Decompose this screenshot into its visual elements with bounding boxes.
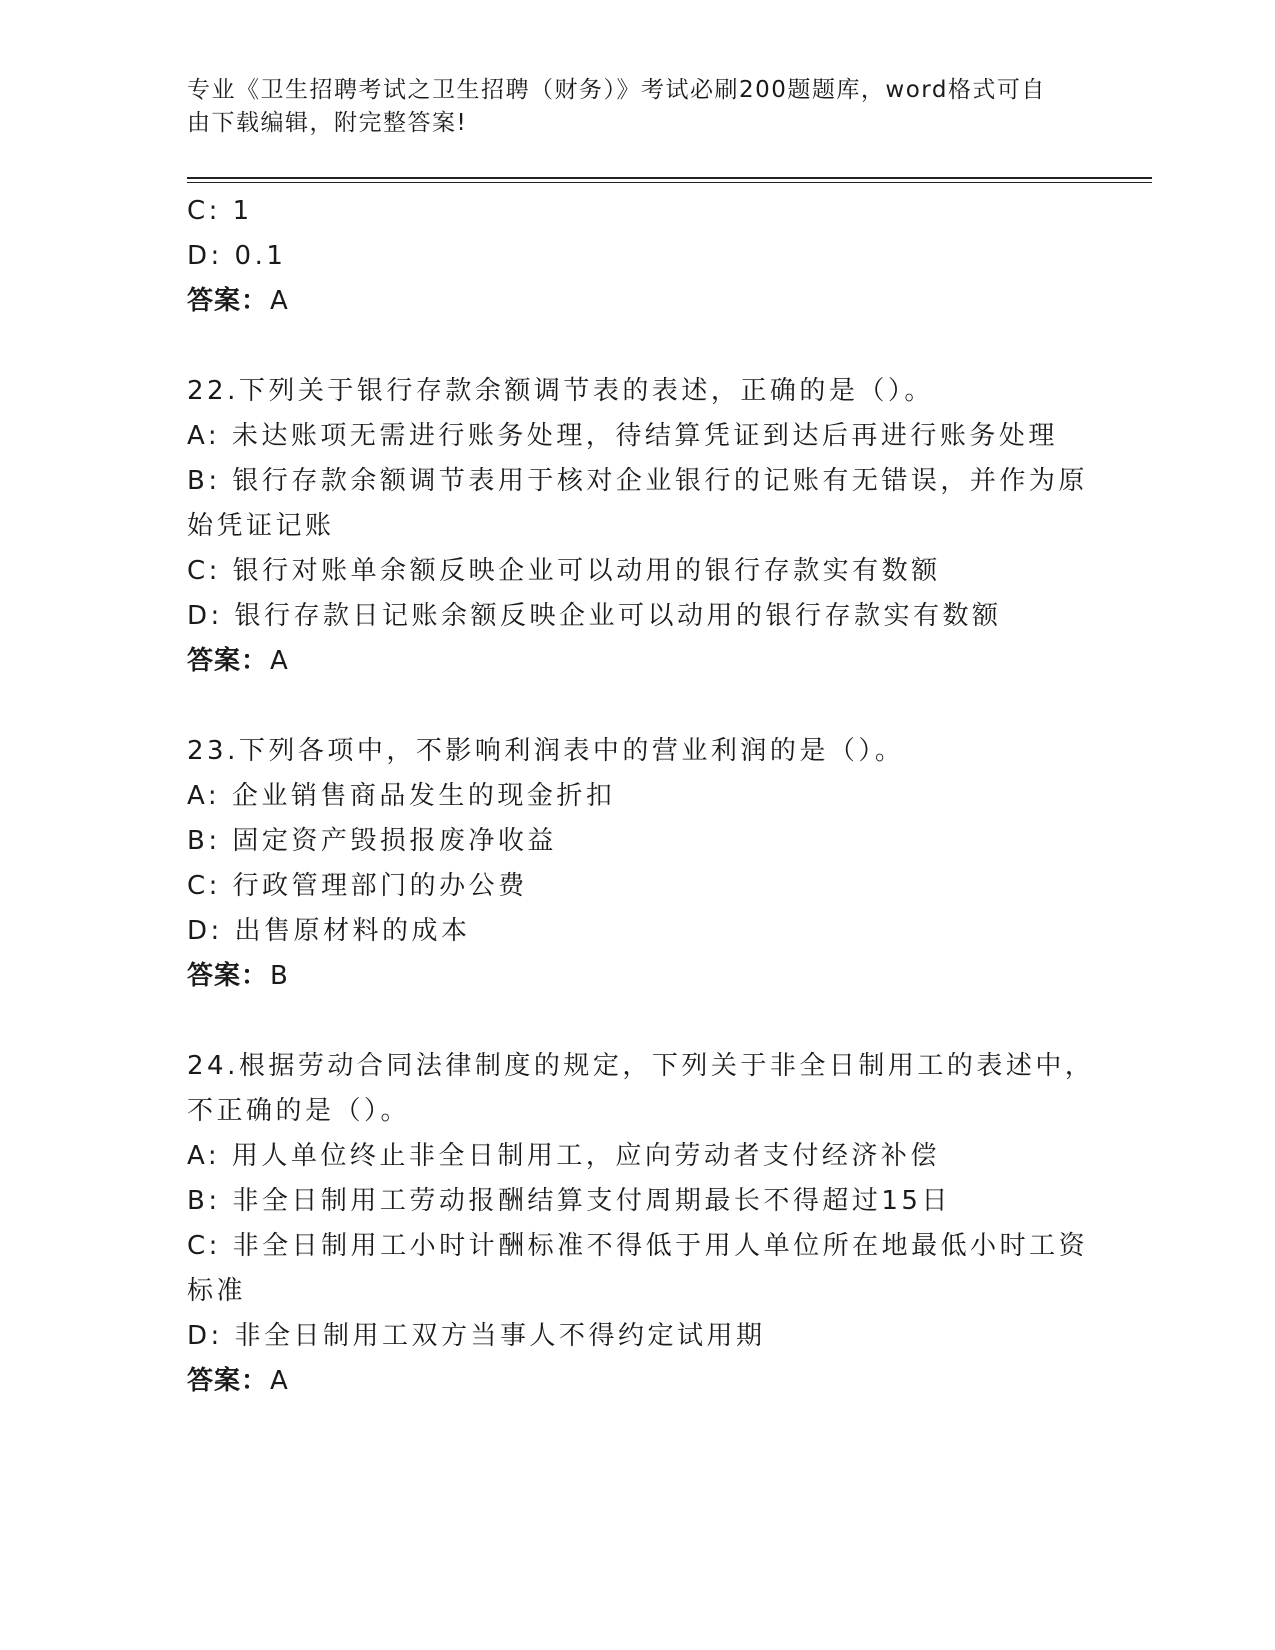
header-divider (187, 177, 1152, 183)
q23-option-c: C: 行政管理部门的办公费 (187, 871, 528, 901)
q23-stem: 23.下列各项中，不影响利润表中的营业利润的是（）。 (187, 736, 905, 766)
q24-stem-line-1: 24.根据劳动合同法律制度的规定，下列关于非全日制用工的表述中， (187, 1051, 1095, 1081)
q23-answer (187, 953, 1087, 999)
q22-option-d: D: 银行存款日记账余额反映企业可以动用的银行存款实有数额 (187, 601, 1002, 631)
q22-option-c: C: 银行对账单余额反映企业可以动用的银行存款实有数额 (187, 556, 941, 586)
answer-value: A (270, 1366, 289, 1396)
header-title-line-1: 专业《卫生招聘考试之卫生招聘（财务）》考试必刷200题题库，word格式可自 (187, 77, 1046, 103)
q24-stem-line-2: 不正确的是（）。 (187, 1096, 411, 1126)
q22-answer (187, 638, 1087, 684)
q22-option-a: A: 未达账项无需进行账务处理，待结算凭证到达后再进行账务处理 (187, 421, 1058, 451)
header-title-line-2: 由下载编辑，附完整答案! (187, 110, 468, 136)
q23-option-d: D: 出售原材料的成本 (187, 916, 471, 946)
q24-option-b: B: 非全日制用工劳动报酬结算支付周期最长不得超过15日 (187, 1186, 951, 1216)
q24-option-a: A: 用人单位终止非全日制用工，应向劳动者支付经济补偿 (187, 1141, 940, 1171)
q24-option-c-line-2: 标准 (187, 1276, 247, 1306)
answer-label: 答案： (187, 286, 269, 316)
q23-option-a: A: 企业销售商品发生的现金折扣 (187, 781, 616, 811)
prev-option-c: C: 1 (187, 196, 253, 226)
q22-option-b-line-1: B: 银行存款余额调节表用于核对企业银行的记账有无错误，并作为原 (187, 466, 1088, 496)
q24-option-d: D: 非全日制用工双方当事人不得约定试用期 (187, 1321, 766, 1351)
answer-value: A (270, 286, 289, 316)
answer-label: 答案： (187, 646, 269, 676)
q22-option-b-line-2: 始凭证记账 (187, 511, 335, 541)
answer-label: 答案： (187, 961, 269, 991)
answer-label: 答案： (187, 1366, 269, 1396)
prev-option-d: D: 0.1 (187, 241, 287, 271)
q23-option-b: B: 固定资产毁损报废净收益 (187, 826, 557, 856)
prev-answer (187, 278, 1087, 324)
q24-option-c-line-1: C: 非全日制用工小时计酬标准不得低于用人单位所在地最低小时工资 (187, 1231, 1089, 1261)
answer-value: A (270, 646, 289, 676)
answer-value: B (270, 961, 289, 991)
page-header (187, 74, 1077, 140)
q24-answer (187, 1358, 1087, 1404)
q22-stem: 22.下列关于银行存款余额调节表的表述，正确的是（）。 (187, 376, 934, 406)
